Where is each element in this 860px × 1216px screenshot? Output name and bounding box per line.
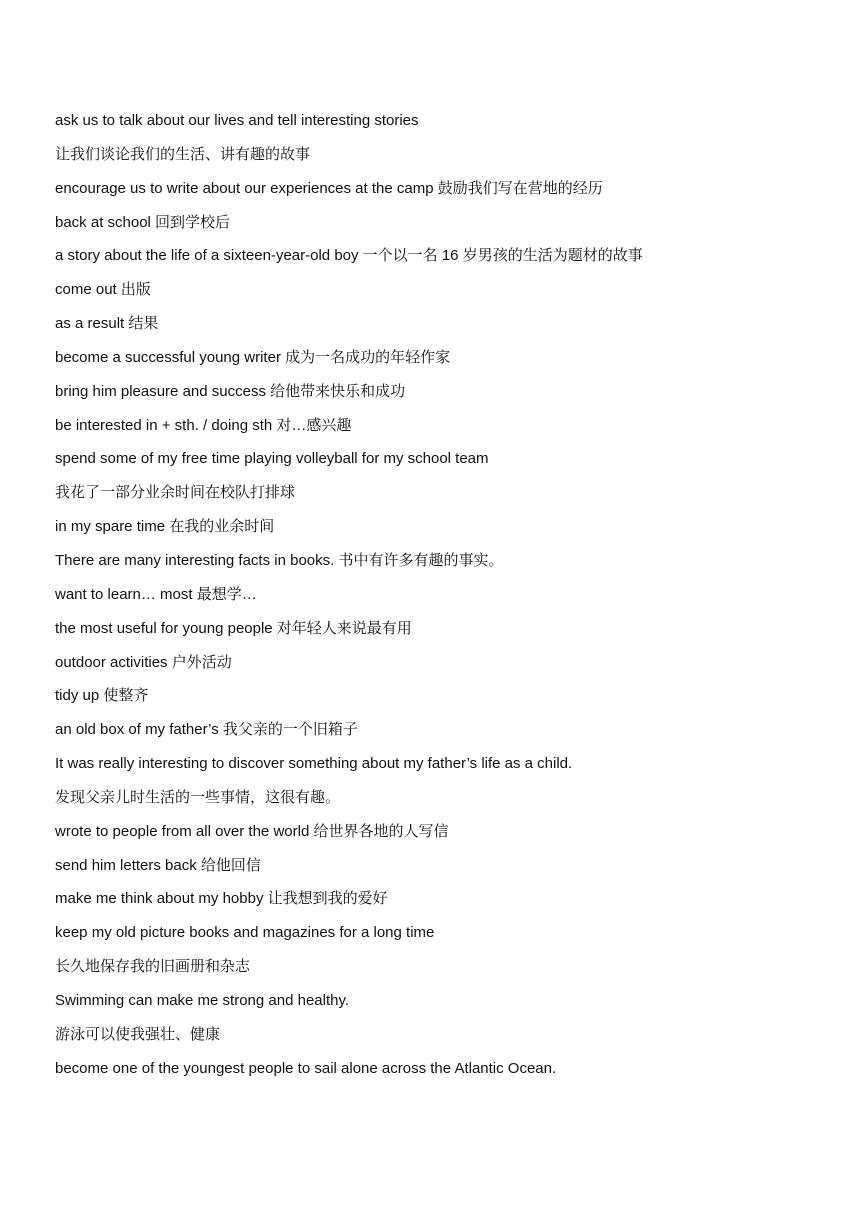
text-line: become a successful young writer 成为一名成功的年轻作家	[55, 348, 451, 366]
text-line: be interested in + sth. / doing sth 对…感兴趣	[55, 416, 352, 434]
text-line: 我花了一部分业余时间在校队打排球	[55, 484, 296, 502]
text-line: come out 出版	[55, 281, 151, 299]
text-line: Swimming can make me strong and healthy.	[55, 991, 350, 1009]
text-line: It was really interesting to discover something about my father’s life as a child.	[55, 755, 573, 773]
text-line: as a result 结果	[55, 315, 159, 333]
text-line: back at school 回到学校后	[55, 213, 231, 231]
text-line: become one of the youngest people to sail alone across the Atlantic Ocean.	[55, 1059, 557, 1077]
text-line: make me think about my hobby 让我想到我的爱好	[55, 890, 388, 908]
text-line: send him letters back 给他回信	[55, 856, 261, 874]
text-line: tidy up 使整齐	[55, 687, 149, 705]
document-page	[55, 104, 845, 1085]
text-line: spend some of my free time playing volleyball for my school team	[55, 450, 489, 468]
text-line: the most useful for young people 对年轻人来说最有用	[55, 619, 412, 637]
text-line: ask us to talk about our lives and tell interesting stories	[55, 112, 419, 129]
text-line: 让我们谈论我们的生活、讲有趣的故事	[55, 145, 311, 163]
text-line: in my spare time 在我的业余时间	[55, 518, 275, 536]
text-line: bring him pleasure and success 给他带来快乐和成功	[55, 382, 406, 400]
text-line: 发现父亲儿时生活的一些事情，这很有趣。	[55, 788, 341, 806]
text-line: want to learn… most 最想学…	[55, 585, 257, 603]
text-line: wrote to people from all over the world 给世界各地的人写信	[55, 822, 449, 840]
text-line: an old box of my father’s 我父亲的一个旧箱子	[55, 721, 358, 739]
text-line: keep my old picture books and magazines for a long time	[55, 924, 435, 942]
text-line: There are many interesting facts in books. 书中有许多有趣的事实。	[55, 551, 504, 569]
text-line: outdoor activities 户外活动	[55, 653, 232, 671]
text-line: encourage us to write about our experiences at the camp 鼓励我们写在营地的经历	[55, 179, 603, 197]
text-line: a story about the life of a sixteen-year-old boy 一个以一名 16 岁男孩的生活为题材的故事	[55, 247, 643, 265]
text-line: 长久地保存我的旧画册和杂志	[55, 958, 251, 976]
text-line: 游泳可以使我强壮、健康	[55, 1025, 221, 1043]
